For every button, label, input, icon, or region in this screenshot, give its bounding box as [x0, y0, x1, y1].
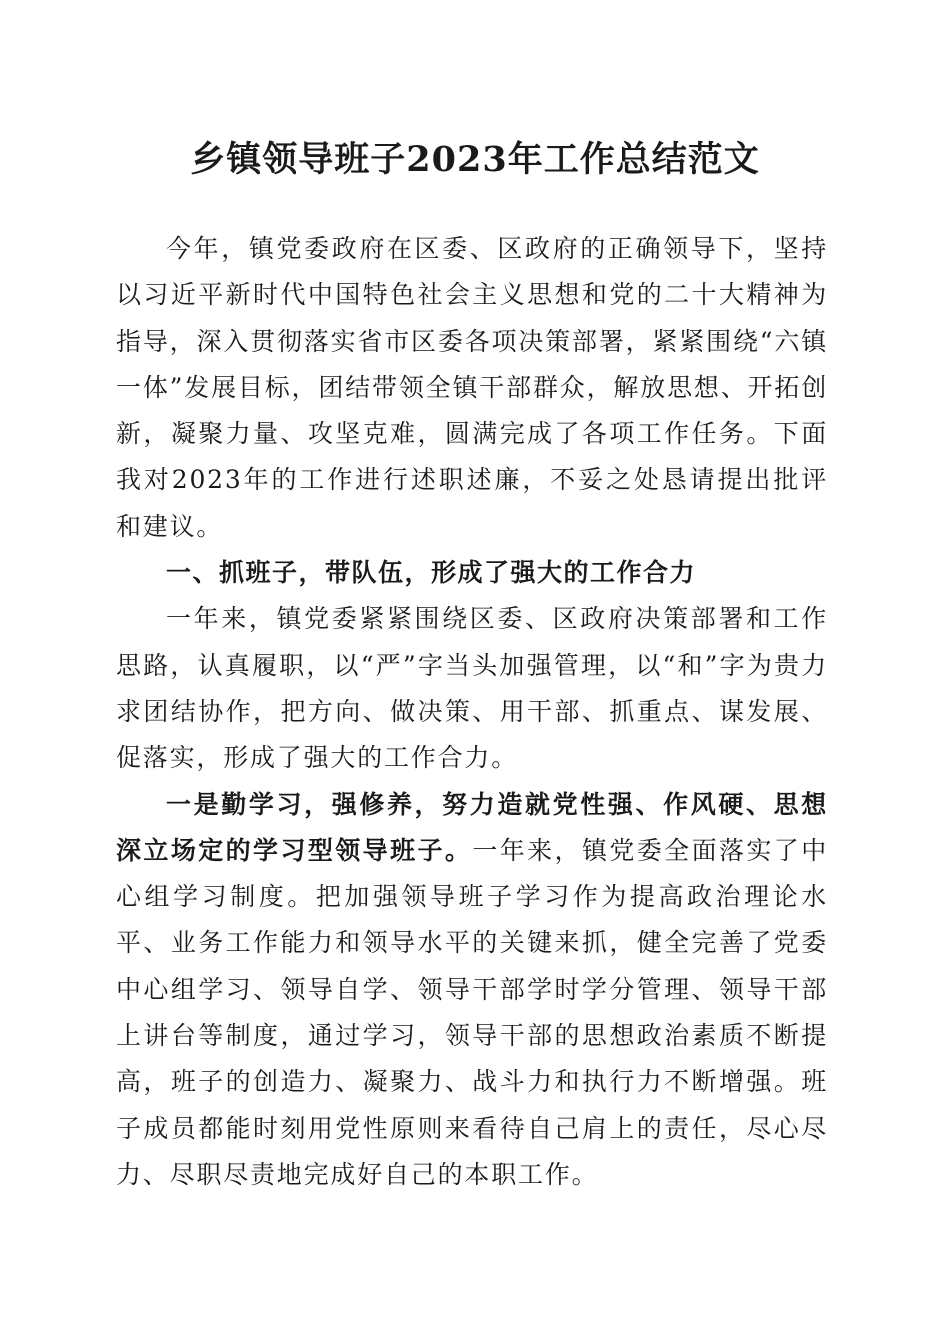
- point1-text: 一年来，镇党委全面落实了中心组学习制度。把加强领导班子学习作为提高政治理论水平、业务工作能力和领导水平的关键来抓，健全完善了党委中心组学习、领导自学、领导干部学时学分管理、领导干部上讲台等制度，通过学习，领导干部的思想政治素质不断提高，班子的创造力、凝聚力、战斗力和执行力不断增强。班子成员都能时刻用党性原则来看待自己肩上的责任，尽心尽力、尽职尽责地完成好自己的本职工作。: [116, 835, 829, 1189]
- document-title: 乡镇领导班子2023年工作总结范文: [190, 139, 760, 180]
- document-body: [116, 226, 828, 1198]
- point1-lead: 一是勤学习，强修养，努力造就党性强、作风硬、思想深立场定的学习型领导班子。: [116, 789, 828, 865]
- point1-paragraph: [116, 782, 828, 1199]
- section1-paragraph: 一年来，镇党委紧紧围绕区委、区政府决策部署和工作思路，认真履职，以“严”字当头加强管理，以“和”字为贵力求团结协作，把方向、做决策、用干部、抓重点、谋发展、促落实，形成了强大的工作合力。: [116, 604, 828, 773]
- section-heading-1: 一、抓班子，带队伍，形成了强大的工作合力: [166, 558, 697, 588]
- intro-paragraph: 今年，镇党委政府在区委、区政府的正确领导下，坚持以习近平新时代中国特色社会主义思想和党的二十大精神为指导，深入贯彻落实省市区委各项决策部署，紧紧围绕“六镇一体”发展目标，团结带领全镇干部群众，解放思想、开拓创新，凝聚力量、攻坚克难，圆满完成了各项工作任务。下面我对2023年的工作进行述职述廉，不妥之处恳请提出批评和建议。: [116, 234, 828, 541]
